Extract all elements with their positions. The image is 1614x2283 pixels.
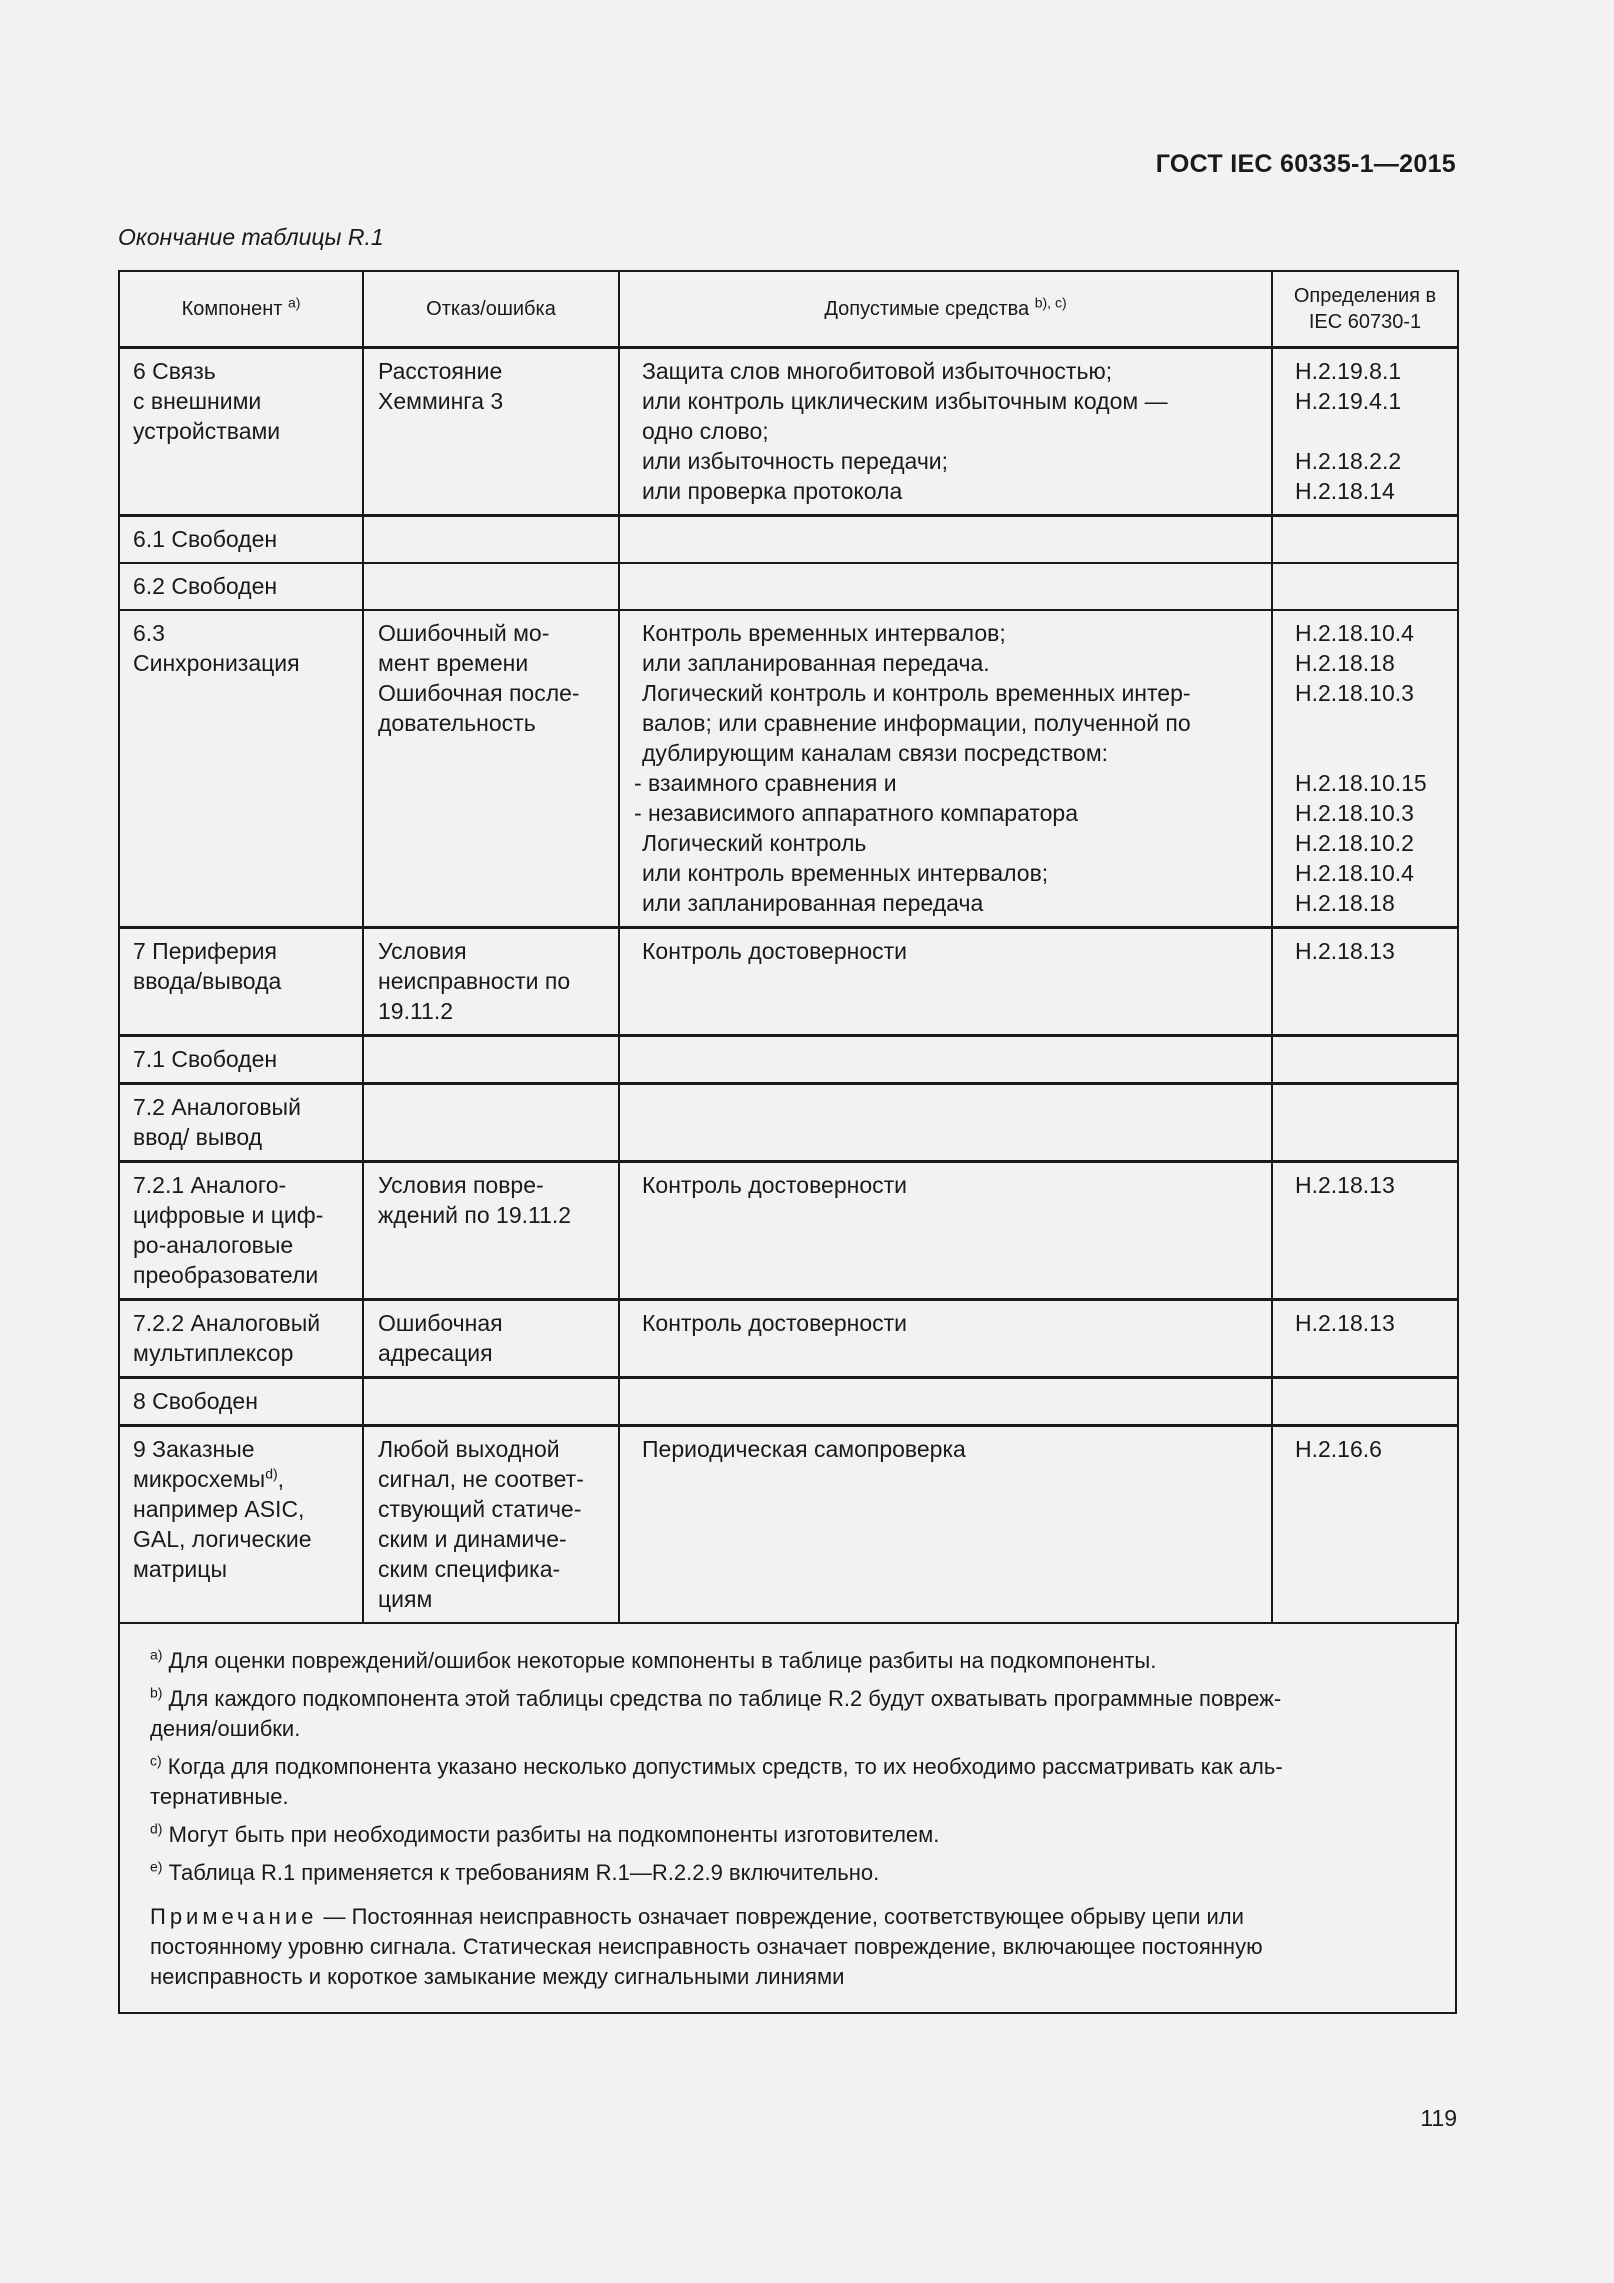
footnote-line: тернативные.: [150, 1783, 289, 1809]
cell-line: 6 Связь: [133, 357, 216, 384]
footnote-line: Когда для подкомпонента указано несколько допустимых средств, то их необходимо рассматривать как аль-: [167, 1753, 1283, 1779]
cell-line: H.2.18.18: [1295, 649, 1395, 676]
cell-line: GAL, логические: [133, 1525, 312, 1552]
cell-line: 8 Свободен: [133, 1387, 258, 1414]
cell-line: Логический контроль: [642, 829, 867, 856]
cell-line: Логический контроль и контроль временных интер-: [642, 679, 1191, 706]
cell-blank-line: [1295, 738, 1447, 768]
cell-line: H.2.18.10.3: [1295, 799, 1414, 826]
footnote: [150, 1752, 1439, 1812]
cell-line: Ошибочная после-: [378, 679, 580, 706]
cell-line: матрицы: [133, 1555, 227, 1582]
cell-line: 7.2 Аналоговый: [133, 1093, 301, 1120]
remark-line: неисправность и короткое замыкание между сигнальными линиями: [150, 1963, 845, 1989]
cell-line: или избыточность передачи;: [642, 447, 949, 474]
cell-line: дублирующим каналам связи посредством:: [642, 739, 1109, 766]
cell-line: H.2.18.10.3: [1295, 679, 1414, 706]
cell-line: H.2.18.13: [1295, 1171, 1395, 1198]
cell-line: Ошибочная: [378, 1309, 503, 1336]
component-cell: [119, 1425, 363, 1623]
measures-cell: [619, 927, 1272, 1035]
definitions-cell: [1272, 1161, 1458, 1299]
cell-line: устройствами: [133, 417, 281, 444]
remark-text: [150, 1904, 1263, 1989]
table-row: [119, 610, 1458, 928]
footnote: [150, 1684, 1439, 1744]
cell-line: ским и динамиче-: [378, 1525, 567, 1552]
cell-line: довательность: [378, 709, 536, 736]
footnote: [150, 1646, 1439, 1676]
definitions-cell: [1272, 347, 1458, 515]
cell-line: с внешними: [133, 387, 262, 414]
cell-line: например ASIC,: [133, 1495, 305, 1522]
measures-cell: [619, 1035, 1272, 1083]
column-header-4: [1272, 271, 1458, 347]
cell-line: 6.3: [133, 619, 165, 646]
table-row: [119, 1035, 1458, 1083]
measures-cell: [619, 1299, 1272, 1377]
cell-line: ждений по 19.11.2: [378, 1201, 572, 1228]
cell-line: H.2.16.6: [1295, 1435, 1382, 1462]
measures-cell: [619, 1425, 1272, 1623]
remark-label: Примечание: [150, 1903, 318, 1929]
cell-line: или контроль временных интервалов;: [642, 859, 1049, 886]
footnote-mark: d): [265, 1464, 278, 1481]
definitions-cell: [1272, 1299, 1458, 1377]
cell-line: или проверка протокола: [642, 477, 903, 504]
footnote-line: Таблица R.1 применяется к требованиям R.1—R.2.2.9 включительно.: [168, 1859, 880, 1885]
cell-line: валов; или сравнение информации, полученной по: [642, 709, 1191, 736]
footnote-line: Могут быть при необходимости разбиты на подкомпоненты изготовителем.: [168, 1821, 940, 1847]
fault-cell: [363, 347, 619, 515]
table-row: [119, 1161, 1458, 1299]
column-header-footnote-mark: b), c): [1034, 294, 1067, 311]
footnotes-block: [118, 1624, 1457, 2014]
fault-cell: [363, 927, 619, 1035]
cell-line: Контроль достоверности: [642, 937, 907, 964]
measures-cell: [619, 347, 1272, 515]
table-container: [118, 270, 1457, 2014]
cell-line: Контроль достоверности: [642, 1309, 907, 1336]
remark-line: — Постоянная неисправность означает повреждение, соответствующее обрыву цепи или: [323, 1903, 1244, 1929]
measures-cell: [619, 515, 1272, 563]
component-cell: [119, 927, 363, 1035]
fault-cell: [363, 515, 619, 563]
cell-line: или запланированная передача: [642, 889, 984, 916]
component-cell: [119, 1035, 363, 1083]
remark-line: постоянному уровню сигнала. Статическая неисправность означает повреждение, включающее постоянную: [150, 1933, 1263, 1959]
cell-line: преобразователи: [133, 1261, 319, 1288]
definitions-cell: [1272, 1035, 1458, 1083]
measures-cell: [619, 1161, 1272, 1299]
column-header-3: [619, 271, 1272, 347]
measures-cell: [619, 1083, 1272, 1161]
definitions-cell: [1272, 610, 1458, 928]
component-cell: [119, 563, 363, 610]
cell-line: Контроль временных интервалов;: [642, 619, 1006, 646]
definitions-cell: [1272, 1425, 1458, 1623]
cell-line: циям: [378, 1585, 433, 1612]
component-cell: [119, 515, 363, 563]
cell-line: Контроль достоверности: [642, 1171, 907, 1198]
cell-line: Условия: [378, 937, 467, 964]
cell-line: Хемминга 3: [378, 387, 504, 414]
cell-text: микросхемы: [133, 1465, 266, 1492]
column-header-footnote-mark: а): [287, 294, 301, 311]
component-cell: [119, 1161, 363, 1299]
definitions-cell: [1272, 563, 1458, 610]
cell-line: - независимого аппаратного компаратора: [634, 799, 1079, 826]
cell-line: 6.2 Свободен: [133, 572, 278, 599]
component-cell: [119, 1377, 363, 1425]
cell-line: ввода/вывода: [133, 967, 282, 994]
cell-line: H.2.18.2.2: [1295, 447, 1402, 474]
table-row: [119, 1083, 1458, 1161]
footnotes-list: [150, 1646, 1439, 1888]
page-number: 119: [1420, 2105, 1457, 2131]
cell-line: Защита слов многобитовой избыточностью;: [642, 357, 1113, 384]
cell-line: Расстояние: [378, 357, 503, 384]
cell-line: Периодическая самопроверка: [642, 1435, 966, 1462]
definitions-cell: [1272, 1377, 1458, 1425]
table-row: [119, 1299, 1458, 1377]
cell-line: 6.1 Свободен: [133, 525, 278, 552]
cell-line: Условия повре-: [378, 1171, 544, 1198]
cell-line: H.2.18.14: [1295, 477, 1395, 504]
cell-line: H.2.18.10.2: [1295, 829, 1414, 856]
cell-line: или контроль циклическим избыточным кодом —: [642, 387, 1168, 414]
component-cell: [119, 347, 363, 515]
table-header-row: [119, 271, 1458, 347]
fault-cell: [363, 610, 619, 928]
footnote-mark: d): [150, 1820, 163, 1837]
cell-line: ро-аналоговые: [133, 1231, 294, 1258]
cell-line: Любой выходной: [378, 1435, 560, 1462]
cell-line: сигнал, не соответ-: [378, 1465, 584, 1492]
column-header-text: Определения в IEC 60730-1: [1293, 284, 1437, 333]
cell-line: H.2.18.10.15: [1295, 769, 1427, 796]
cell-line: адресация: [378, 1339, 493, 1366]
fault-cell: [363, 1083, 619, 1161]
footnote: [150, 1858, 1439, 1888]
fault-cell: [363, 1377, 619, 1425]
column-header-text: Отказ/ошибка: [426, 297, 556, 320]
footnote-line: Для оценки повреждений/ошибок некоторые компоненты в таблице разбиты на подкомпоненты.: [168, 1647, 1157, 1673]
cell-line: H.2.18.18: [1295, 889, 1395, 916]
column-header-text: Допустимые средства: [824, 297, 1030, 320]
cell-line: H.2.19.8.1: [1295, 357, 1402, 384]
measures-cell: [619, 610, 1272, 928]
cell-line: мультиплексор: [133, 1339, 294, 1366]
table-remark: [150, 1902, 1439, 1992]
cell-line: H.2.19.4.1: [1295, 387, 1402, 414]
cell-blank-line: [1295, 416, 1447, 446]
cell-line: 19.11.2: [378, 997, 454, 1024]
cell-line: 9 Заказные: [133, 1435, 255, 1462]
cell-line: мент времени: [378, 649, 529, 676]
cell-line: неисправности по: [378, 967, 571, 994]
cell-line: или запланированная передача.: [642, 649, 990, 676]
footnote-mark: b): [150, 1684, 163, 1701]
cell-line: ствующий статиче-: [378, 1495, 582, 1522]
table-row: [119, 347, 1458, 515]
table-row: [119, 515, 1458, 563]
column-header-2: [363, 271, 619, 347]
table-row: [119, 563, 1458, 610]
cell-line: одно слово;: [642, 417, 769, 444]
table-row: [119, 927, 1458, 1035]
document-header: ГОСТ IEC 60335-1—2015: [1155, 150, 1456, 178]
column-header-text: Компонент: [181, 297, 283, 320]
footnote-line: Для каждого подкомпонента этой таблицы средства по таблице R.2 будут охватывать программные повреж-: [168, 1685, 1282, 1711]
cell-line: 7.2.1 Аналого-: [133, 1171, 287, 1198]
table-row: [119, 1377, 1458, 1425]
table-row: [119, 1425, 1458, 1623]
cell-line: [133, 1464, 352, 1494]
footnote-mark: а): [150, 1646, 163, 1663]
cell-text: ,: [277, 1465, 285, 1492]
table-body: [119, 347, 1458, 1623]
cell-line: Синхронизация: [133, 649, 300, 676]
cell-line: H.2.18.13: [1295, 937, 1395, 964]
fault-cell: [363, 1425, 619, 1623]
definitions-cell: [1272, 515, 1458, 563]
cell-blank-line: [1295, 708, 1447, 738]
cell-line: ским специфика-: [378, 1555, 561, 1582]
cell-line: цифровые и циф-: [133, 1201, 324, 1228]
cell-line: H.2.18.13: [1295, 1309, 1395, 1336]
cell-line: Ошибочный мо-: [378, 619, 550, 646]
component-cell: [119, 1299, 363, 1377]
measures-cell: [619, 1377, 1272, 1425]
fault-cell: [363, 1299, 619, 1377]
cell-line: H.2.18.10.4: [1295, 859, 1414, 886]
cell-line: - взаимного сравнения и: [634, 769, 897, 796]
footnote-line: дения/ошибки.: [150, 1715, 301, 1741]
requirements-table: [118, 270, 1459, 1624]
footnote: [150, 1820, 1439, 1850]
measures-cell: [619, 563, 1272, 610]
cell-line: 7.2.2 Аналоговый: [133, 1309, 321, 1336]
definitions-cell: [1272, 927, 1458, 1035]
table-caption: Окончание таблицы R.1: [118, 224, 384, 250]
cell-line: 7.1 Свободен: [133, 1045, 278, 1072]
cell-line: 7 Периферия: [133, 937, 277, 964]
column-header-1: [119, 271, 363, 347]
cell-line: ввод/ вывод: [133, 1123, 263, 1150]
fault-cell: [363, 1161, 619, 1299]
footnote-mark: e): [150, 1858, 163, 1875]
definitions-cell: [1272, 1083, 1458, 1161]
component-cell: [119, 1083, 363, 1161]
fault-cell: [363, 563, 619, 610]
component-cell: [119, 610, 363, 928]
fault-cell: [363, 1035, 619, 1083]
footnote-mark: c): [150, 1752, 162, 1769]
cell-line: H.2.18.10.4: [1295, 619, 1414, 646]
